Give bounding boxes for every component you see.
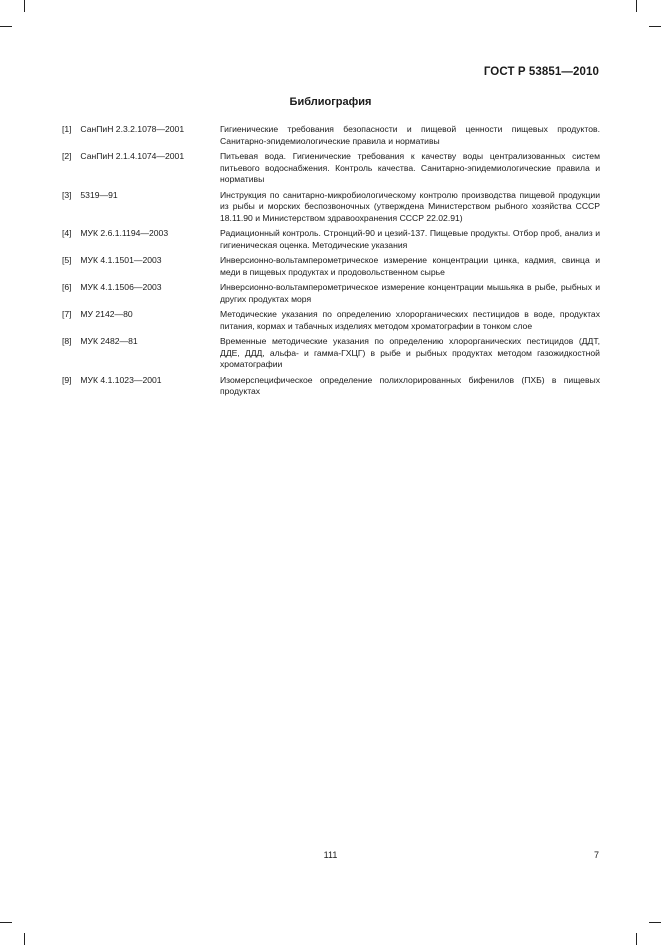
entry-number: [6]	[62, 282, 72, 292]
entry-text: Инверсионно-вольтамперометрическое измерение концентрации мышьяка в рыбе, рыбных и других продуктах моря	[220, 282, 600, 304]
entry-number: [4]	[62, 228, 72, 238]
bibliography-list	[62, 124, 600, 402]
crop-mark-top-right-v	[636, 0, 637, 12]
entry-text: Инструкция по санитарно-микробиологическому контролю производства пищевой продукции из рыбы и морских беспозвоночных (утверждена Министерством рыбного хозяйства СССР 18.11.90 и Министерством здравоохранения СССР 22.02.91)	[220, 189, 600, 223]
entry-code: МУК 4.1.1501—2003	[80, 255, 162, 265]
entry-number: [3]	[62, 189, 72, 200]
entry-code: СанПиН 2.3.2.1078—2001	[80, 124, 185, 134]
entry-code: МУК 4.1.1506—2003	[80, 282, 162, 292]
bibliography-entry	[62, 151, 600, 186]
entry-number: [9]	[62, 374, 72, 385]
sheet-number: 7	[593, 850, 599, 860]
bibliography-entry	[62, 282, 600, 305]
crop-mark-bottom-left-h	[0, 922, 12, 923]
entry-text: Методические указания по определению хлорорганических пестицидов в воде, продуктах питания, кормах и табачных изделиях методом хроматографии в тонком слое	[220, 309, 600, 331]
entry-number: [8]	[62, 336, 72, 346]
crop-mark-top-right-h	[649, 26, 661, 27]
bibliography-entry	[62, 336, 600, 371]
crop-mark-bottom-left-v	[24, 933, 25, 945]
bibliography-entry	[62, 190, 600, 225]
entry-text: Изомерспецифическое определение полихлорированных бифенилов (ПХБ) в пищевых продуктах	[220, 374, 600, 396]
bibliography-entry	[62, 309, 600, 332]
entry-code: МУК 2.6.1.1194—2003	[80, 228, 169, 238]
entry-code: МУ 2142—80	[80, 309, 133, 319]
entry-number: [1]	[62, 124, 72, 134]
entry-code: СанПиН 2.1.4.1074—2001	[80, 151, 185, 161]
crop-mark-top-left-v	[24, 0, 25, 12]
entry-number: [5]	[62, 255, 72, 265]
entry-text: Временные методические указания по определению хлорорганических пестицидов (ДДТ, ДДЕ, ДДД, альфа- и гамма-ГХЦГ) в рыбе и рыбных продуктах методом газожидкостной хроматографии	[220, 336, 600, 369]
entry-text: Радиационный контроль. Стронций-90 и цезий-137. Пищевые продукты. Отбор проб, анализ и гигиеническая оценка. Методические указания	[220, 228, 600, 250]
entry-text: Гигиенические требования безопасности и пищевой ценности пищевых продуктов. Санитарно-эпидемиологические правила и нормативы	[220, 124, 600, 146]
entry-code: 5319—91	[80, 189, 118, 200]
crop-mark-top-left-h	[0, 26, 12, 27]
entry-text: Инверсионно-вольтамперометрическое измерение концентрации цинка, кадмия, свинца и меди в пищевых продуктах и продовольственном сырье	[220, 255, 600, 277]
entry-code: МУК 2482—81	[80, 336, 138, 346]
section-title: Библиография	[289, 96, 372, 108]
bibliography-entry	[62, 255, 600, 278]
bibliography-entry	[62, 375, 600, 398]
entry-code: МУК 4.1.1023—2001	[80, 374, 162, 385]
crop-mark-bottom-right-h	[649, 922, 661, 923]
bibliography-entry	[62, 228, 600, 251]
entry-number: [2]	[62, 151, 72, 161]
bibliography-entry	[62, 124, 600, 147]
document-code: ГОСТ Р 53851—2010	[483, 66, 599, 78]
page-number: 111	[323, 850, 338, 860]
crop-mark-bottom-right-v	[636, 933, 637, 945]
entry-number: [7]	[62, 309, 72, 319]
entry-text: Питьевая вода. Гигиенические требования к качеству воды централизованных систем питьевого водоснабжения. Контроль качества. Санитарно-эпидемиологические правила и нормативы	[220, 151, 600, 184]
